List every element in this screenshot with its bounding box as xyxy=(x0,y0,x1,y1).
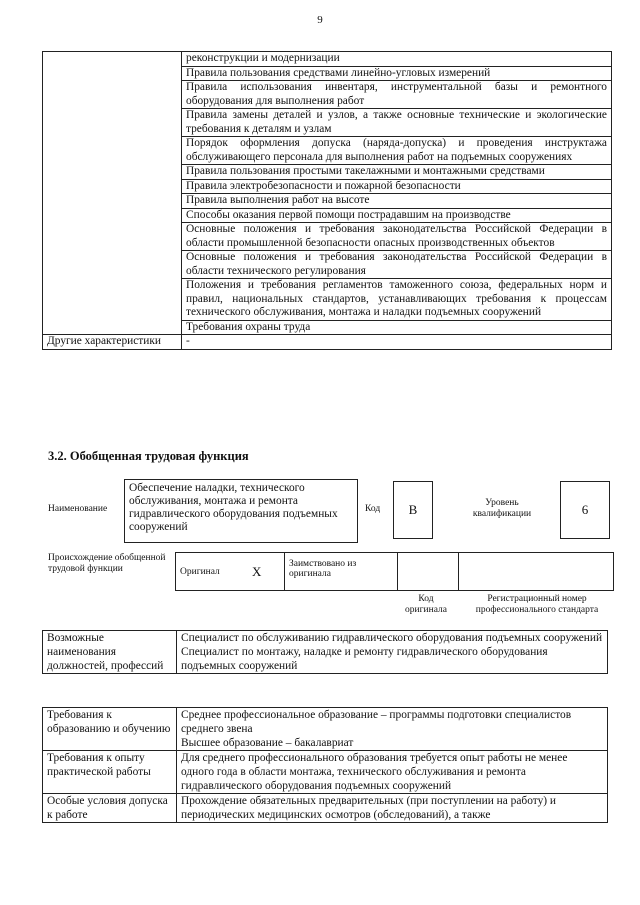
knowledge-item: Правила выполнения работ на высоте xyxy=(182,194,612,209)
code-original-cell xyxy=(398,553,459,591)
knowledge-item: Основные положения и требования законодательства Российской Федерации в области технического регулирования xyxy=(182,251,612,279)
experience-label: Требования к опыту практической работы xyxy=(43,751,177,794)
table-row xyxy=(43,52,612,67)
table-row xyxy=(43,335,612,350)
positions-table xyxy=(42,630,608,674)
positions-label: Возможные наименования должностей, профессий xyxy=(43,631,177,674)
knowledge-item: Способы оказания первой помощи пострадавшим на производстве xyxy=(182,208,612,223)
education-item: Среднее профессиональное образование – программы подготовки специалистов среднего звена xyxy=(181,709,572,735)
position-item: Специалист по монтажу, наладке и ремонту гидравлического оборудования подъемных сооружений xyxy=(181,646,548,672)
table-row xyxy=(43,794,608,823)
reg-number-label: Регистрационный номер профессионального стандарта xyxy=(475,594,599,615)
knowledge-item: Правила электробезопасности и пожарной безопасности xyxy=(182,179,612,194)
name-label: Наименование xyxy=(48,504,108,514)
level-label: Уровень квалификации xyxy=(472,498,532,519)
admission-label: Особые условия допуска к работе xyxy=(43,794,177,823)
reg-number-cell xyxy=(459,553,614,591)
education-values xyxy=(177,708,608,751)
level-value: 6 xyxy=(560,481,610,539)
table-row xyxy=(43,631,608,674)
original-mark: X xyxy=(248,553,285,591)
education-item: Высшее образование – бакалавриат xyxy=(181,737,354,749)
knowledge-item: Порядок оформления допуска (наряда-допуска) и проведения инструктажа обслуживающего персонала для выполнения работ на подъемных сооружениях xyxy=(182,137,612,165)
positions-values xyxy=(177,631,608,674)
table-row xyxy=(43,751,608,794)
code-original-label: Код оригинала xyxy=(405,594,447,615)
position-item: Специалист по обслуживанию гидравлического оборудования подъемных сооружений xyxy=(181,632,603,644)
requirements-table xyxy=(42,707,608,823)
code-value: B xyxy=(393,481,433,539)
education-label: Требования к образованию и обучению xyxy=(43,708,177,751)
admission-value: Прохождение обязательных предварительных (при поступлении на работу) и периодических медицинских осмотров (обследований), а также xyxy=(177,794,608,823)
other-characteristics-label: Другие характеристики xyxy=(43,335,182,350)
knowledge-table xyxy=(42,51,612,350)
knowledge-item: Правила пользования простыми такелажными и монтажными средствами xyxy=(182,165,612,180)
knowledge-item: Основные положения и требования законодательства Российской Федерации в области промышленной безопасности опасных производственных объектов xyxy=(182,223,612,251)
other-characteristics-value: - xyxy=(182,335,612,350)
page-number: 9 xyxy=(317,14,323,26)
borrowed-label: Заимствовано из оригинала xyxy=(285,553,398,591)
name-value: Обеспечение наладки, технического обслуживания, монтажа и ремонта гидравлического оборудования подъемных сооружений xyxy=(124,479,358,543)
knowledge-item: Требования охраны труда xyxy=(182,320,612,335)
knowledge-item: реконструкции и модернизации xyxy=(182,52,612,67)
origin-label: Происхождение обобщенной трудовой функции xyxy=(48,553,166,574)
knowledge-label xyxy=(43,52,182,335)
section-title: 3.2. Обобщенная трудовая функция xyxy=(48,449,249,463)
origin-table xyxy=(175,552,614,591)
experience-value: Для среднего профессионального образования требуется опыт работы не менее одного года в области монтажа, технического обслуживания и ремонта гидравлического оборудования подъемных сооружений xyxy=(177,751,608,794)
original-label: Оригинал xyxy=(176,553,249,591)
knowledge-item: Положения и требования регламентов таможенного союза, федеральных норм и правил, национальных стандартов, устанавливающих требования к процессам технического обслуживания, монтажа и наладки подъемных сооружений xyxy=(182,279,612,321)
table-row xyxy=(176,553,614,591)
knowledge-item: Правила замены деталей и узлов, а также основные технические и экологические требования к деталям и узлам xyxy=(182,109,612,137)
table-row xyxy=(43,708,608,751)
knowledge-item: Правила использования инвентаря, инструментальной базы и ремонтного оборудования для выполнения работ xyxy=(182,81,612,109)
knowledge-item: Правила пользования средствами линейно-угловых измерений xyxy=(182,66,612,81)
code-label: Код xyxy=(365,504,381,514)
